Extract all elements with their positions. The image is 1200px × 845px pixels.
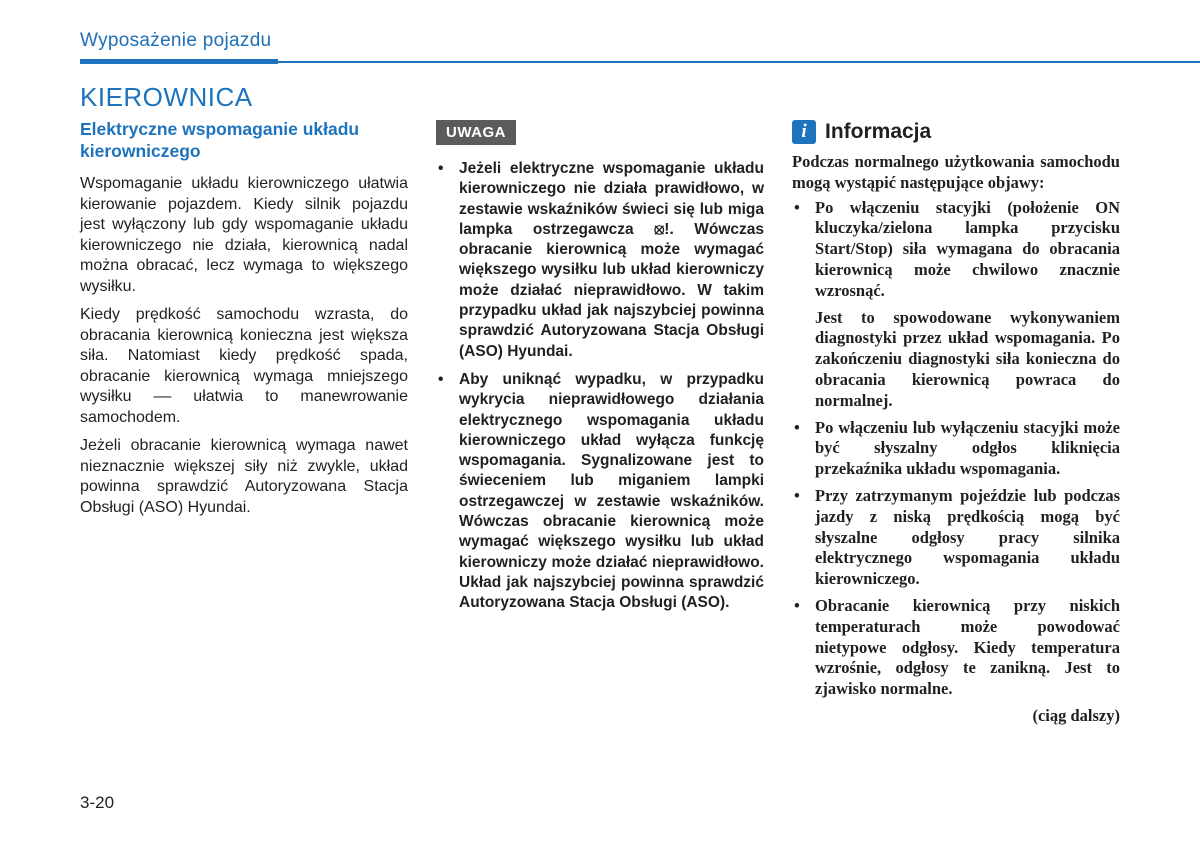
bullet: • bbox=[794, 197, 800, 217]
info-box bbox=[792, 120, 1120, 726]
info-icon: i bbox=[792, 120, 816, 144]
paragraph: Wspomaganie układu kierowniczego ułatwia kierowanie pojazdem. Kiedy silnik pojazdu jest wyłączony lub gdy wspomaganie układu kierowniczego nie działa, kierownicą nadal można obracać, lecz wymaga to większego wysiłku. bbox=[80, 175, 408, 295]
warning-item bbox=[436, 370, 764, 614]
warning-badge: UWAGA bbox=[436, 120, 516, 145]
info-item bbox=[792, 596, 1120, 700]
info-text: Przy zatrzymanym pojeździe lub podczas jazdy z niską prędkością mogą być słyszalne odgłosy pracy silnika elektrycznego wspomagania układu kierowniczego. bbox=[815, 485, 1120, 589]
info-list bbox=[792, 198, 1120, 700]
info-item bbox=[792, 198, 1120, 412]
info-text: Obracanie kierownicą przy niskich temperaturach może powodować nietypowe odgłosy. Kiedy temperatura wzrośnie, odgłosy te zanikną. Jest to zjawisko normalne. bbox=[815, 595, 1120, 699]
section-title: KIEROWNICA bbox=[80, 82, 253, 112]
page-number: 3-20 bbox=[80, 793, 115, 812]
info-subparagraph: Jest to spowodowane wykonywaniem diagnostyki przez układ wspomagania. Po zakończeniu diagnostyki siła konieczna do obracania kierownicą powraca do normalnej. bbox=[815, 307, 1120, 410]
info-item bbox=[792, 486, 1120, 590]
info-text: Po włączeniu stacyjki (położenie ON kluczyka/zielona lampka przycisku Start/Stop) siła wymagana do obracania kierownicą może chwilowo znacznie wzrosnąć. bbox=[815, 197, 1120, 300]
warning-box bbox=[436, 120, 764, 622]
info-item bbox=[792, 418, 1120, 480]
bullet: • bbox=[794, 595, 800, 615]
info-title: Informacja bbox=[825, 120, 932, 143]
warning-text: . Wówczas obracanie kierownicą może wymagać większego wysiłku lub układ kierowniczy może działać nieprawidłowo. W takim przypadku układ jak najszybciej powinna sprawdzić Autoryzowana Stacja Obsługi (ASO) Hyundai. bbox=[459, 220, 764, 360]
paragraph: Kiedy prędkość samochodu wzrasta, do obracania kierownicą konieczna jest większa siła. Natomiast kiedy prędkość spada, obracanie kierownicą wymaga mniejszego wysiłku –– ułatwia to manewrowanie samochodem. bbox=[80, 306, 408, 426]
warning-text: Jeżeli elektryczne wspomaganie układu kierowniczego nie działa prawidłowo, w zestawie wskaźników świeci się lub miga lampka ostrzegawcza bbox=[459, 160, 764, 238]
chapter-title: Wyposażenie pojazdu bbox=[80, 30, 272, 51]
info-header bbox=[792, 120, 1120, 144]
info-intro: Podczas normalnego użytkowania samochodu mogą wystąpić następujące objawy: bbox=[792, 152, 1120, 192]
bullet: • bbox=[438, 370, 444, 388]
paragraph: Jeżeli obracanie kierownicą wymaga nawet nieznacznie większej siły niż zwykle, układ powinna sprawdzić Autoryzowana Stacja Obsługi (ASO) Hyundai. bbox=[80, 437, 408, 516]
left-column bbox=[80, 118, 408, 526]
warning-item bbox=[436, 159, 764, 362]
bullet: • bbox=[438, 160, 444, 177]
warning-text: Aby uniknąć wypadku, w przypadku wykrycia nieprawidłowego działania elektrycznego wspomagania układu kierowniczego układ wyłącza funkcję wspomagania. Sygnalizowane jest to świeceniem lub miganiem lampki ostrzegawczej w zestawie wskaźników. Wówczas obracanie kierownicą może wymagać większego wysiłku lub układ kierowniczy może działać nieprawidłowo. Układ jak najszybciej powinna sprawdzić Autoryzowana Stacja Obsługi (ASO). bbox=[459, 370, 764, 612]
header-rule bbox=[278, 61, 1200, 63]
bullet: • bbox=[794, 417, 800, 437]
header-rule-accent bbox=[80, 59, 278, 64]
continued-note: (ciąg dalszy) bbox=[1032, 705, 1120, 725]
subheading: Elektryczne wspomaganie układu kierowniczego bbox=[80, 119, 360, 161]
info-text: Po włączeniu lub wyłączeniu stacyjki może być słyszalny odgłos kliknięcia przekaźnika układu wspomagania. bbox=[815, 417, 1120, 479]
warning-list bbox=[436, 159, 764, 614]
bullet: • bbox=[794, 485, 800, 505]
steering-warning-icon: ⦻! bbox=[654, 220, 670, 238]
